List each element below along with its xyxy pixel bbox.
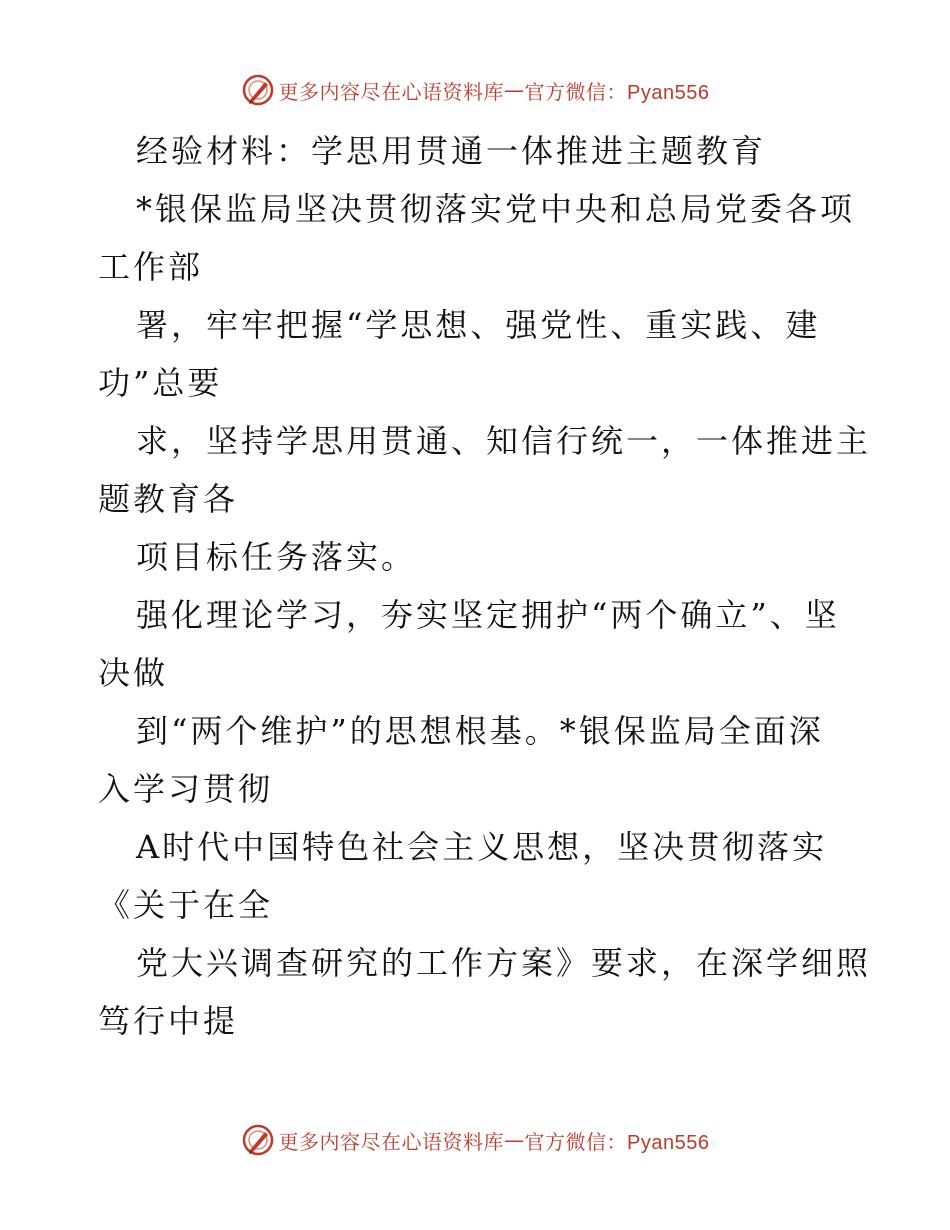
text-line: 决做 <box>98 654 169 692</box>
text-line: 功”总要 <box>98 364 223 402</box>
text-line: 入学习贯彻 <box>98 770 274 808</box>
text-line: 求，坚持学思用贯通、知信行统一，一体推进主 <box>136 422 872 460</box>
pen-nib-logo-icon <box>241 73 275 107</box>
watermark-separator: — <box>504 78 525 102</box>
watermark-text: 更多内容尽在心语资料库 <box>278 1129 505 1154</box>
text-line: 题教育各 <box>98 480 239 518</box>
text-line: A时代中国特色社会主义思想，坚决贯彻落实 <box>136 828 828 866</box>
watermark-text: 更多内容尽在心语资料库 <box>278 79 505 104</box>
text-line: 项目标任务落实。 <box>136 538 417 576</box>
text-line: 党大兴调查研究的工作方案》要求，在深学细照 <box>136 944 872 982</box>
header-watermark <box>0 70 950 110</box>
text-line: 《关于在全 <box>98 886 274 924</box>
text-line: 笃行中提 <box>98 1002 239 1040</box>
text-line: 工作部 <box>98 248 204 286</box>
footer-watermark <box>0 1120 950 1160</box>
text-line: 署，牢牢把握“学思想、强党性、重实践、建 <box>136 306 821 344</box>
text-line: 到“两个维护”的思想根基。*银保监局全面深 <box>136 712 824 750</box>
pen-nib-logo-icon <box>241 1123 275 1157</box>
text-line: *银保监局坚决贯彻落实党中央和总局党委各项 <box>136 190 856 228</box>
watermark-separator: — <box>504 1128 525 1152</box>
document-body <box>98 122 872 1050</box>
text-line: 强化理论学习，夯实坚定拥护“两个确立”、坚 <box>136 596 840 634</box>
watermark-wechat: 官方微信：Pyan556 <box>524 1131 710 1154</box>
text-line: 经验材料：学思用贯通一体推进主题教育 <box>136 132 767 170</box>
watermark-wechat: 官方微信：Pyan556 <box>524 81 710 104</box>
